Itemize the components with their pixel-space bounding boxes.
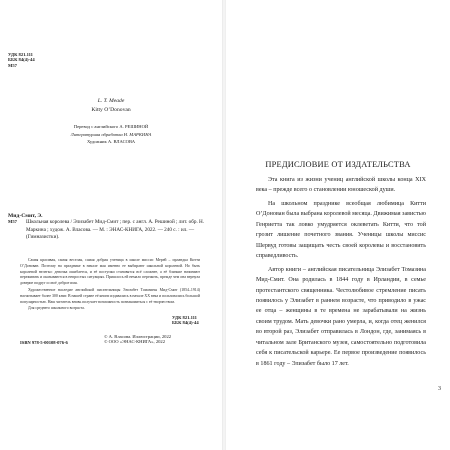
udk-code: УДК 821.111	[172, 315, 197, 320]
preface-paragraph: Эта книга из жизни учениц английской школы конца XIX века – прежде всего о становлении юношеской души.	[256, 177, 426, 194]
credit-translation: Перевод с английского А. РЕШИНОЙ	[73, 124, 149, 129]
credits	[0, 124, 222, 147]
copyright-publisher: © ООО «ЭНАС-КНИГА», 2022	[104, 339, 166, 345]
annotation-paragraph: Самая красивая, самая веселая, самая добрая ученица в школе миссис Мерей – ирландка Китти О’Донован. Поэтому на празднике в начале мая именно ее выбирают школьной королевой. Но быть королевой нелегко: девочка ошибается, и её поступки становятся всё сложнее, а её близкие начинают переживать и оказываются в непростых ситуациях. Пришлось ей немало пережить, прежде чем она вернула доверие подруг и своё доброе имя.	[20, 258, 200, 286]
credit-illustrator: Художник А. ВЛАСОВА	[86, 139, 136, 145]
original-title: Kitty O’Donovan	[91, 107, 131, 113]
copyright-illustrations: © А. Власова. Иллюстрации, 2022	[104, 334, 172, 339]
author-sign: М57	[8, 62, 17, 68]
original-author: L. T. Meade	[97, 98, 125, 104]
preface-paragraph: Автор книги – английская писательница Элизабет Томазина Мид-Смит. Она родилась в 1844 году в Ирландии, в семье протестантского священника. Честолюбивое стремление писать появилось у Элизабет в раннем возрасте, что приводило в ужас ее отца – женщины в те времена не зарабатывали на жизнь своим трудом. Мать девочки рано умерла, и, когда отец женился во второй раз, Элизабет отправилась в Лондон, где, занимаясь в читальном зале Британского музея, самостоятельно подготовила себя к писательской карьере. Ее первое произведение появилось в 1861 году – Элизабет было 17 лет.	[256, 266, 426, 367]
udk-block-top	[8, 52, 35, 68]
catalog-entry: Школьная королева / Элизабет Мид-Смит ; пер. с англ. А. Решиной ; лит. обр. Н. Маркина ; худож. А. Власова. — М. : ЭНАС-КНИГА, 2022. — 240 с. : ил. — (Гимназистки).	[26, 219, 205, 241]
left-page-imprint	[0, 0, 222, 450]
preface-body	[256, 175, 426, 369]
isbn: ISBN 978-5-00108-076-6	[20, 340, 68, 345]
preface-heading: ПРЕДИСЛОВИЕ ОТ ИЗДАТЕЛЬСТВА	[265, 160, 411, 169]
annotation	[20, 258, 200, 313]
credit-literary-edit: Литературная обработка Н. МАРКИНА	[70, 131, 152, 137]
bbk-code: ББК 84(4)-44	[8, 57, 35, 63]
catalog-code: М57	[8, 219, 17, 224]
page-number: 3	[438, 386, 441, 392]
bbk-code: ББК 84(4)-44	[172, 320, 199, 326]
right-page-preface	[226, 0, 450, 450]
annotation-paragraph: Для среднего школьного возраста.	[28, 306, 85, 311]
catalog-heading: Мид-Смит, Э.	[8, 213, 43, 219]
copyright-block	[104, 334, 171, 345]
udk-block-bottom	[172, 315, 199, 326]
preface-paragraph: На школьном празднике всеобщая любимица Китти О’Донован была выбрана королевой месяца. Движимая завистью Генриетта так ловко умудряется оклеветать Китти, что той грозит лишение почетного звания. Ученицы школы миссис Шервуд готовы защищать честь своей королевы и восстановить справедливость.	[256, 200, 426, 260]
udk-code: УДК 821.111	[8, 52, 33, 57]
annotation-paragraph: Художественное наследие английской писательницы Элизабет Томазины Мид-Смит (1854–1914) насчитывает более 300 книг. В нашей стране её книги издавались в начале XX века и пользовались большой популярностью. Наш читатель вновь получает возможность познакомиться с её творчеством.	[20, 287, 200, 304]
